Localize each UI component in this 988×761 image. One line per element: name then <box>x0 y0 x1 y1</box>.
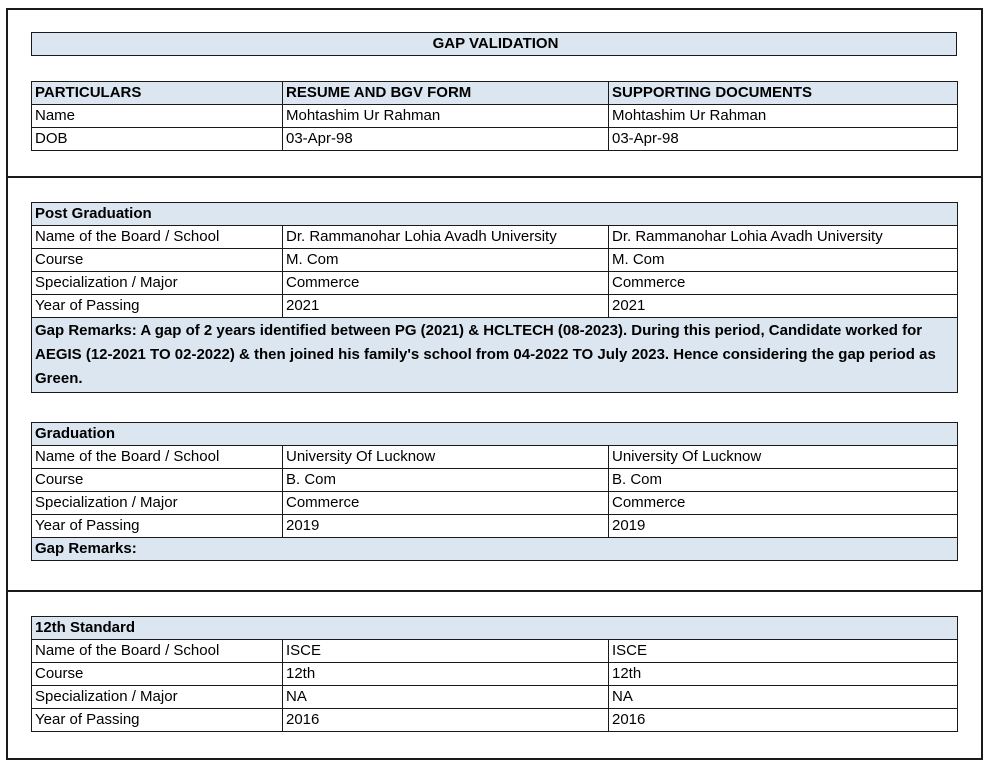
row-label: Year of Passing <box>32 709 283 732</box>
document-value: 2021 <box>609 295 958 318</box>
table-row <box>32 492 958 515</box>
table-row <box>32 515 958 538</box>
post-graduation-gap-remarks: Gap Remarks: A gap of 2 years identified between PG (2021) & HCLTECH (08-2023). During this period, Candidate worked for AEGIS (12-2021 TO 02-2022) & then joined his family's school from 04-2022 TO July 2023. Hence considering the gap period as Green. <box>32 318 958 393</box>
table-row <box>32 272 958 295</box>
document-value: 03-Apr-98 <box>609 128 958 151</box>
resume-value: NA <box>283 686 609 709</box>
table-row <box>32 663 958 686</box>
document-value: B. Com <box>609 469 958 492</box>
row-label: Specialization / Major <box>32 492 283 515</box>
resume-value: 03-Apr-98 <box>283 128 609 151</box>
resume-value: Dr. Rammanohar Lohia Avadh University <box>283 226 609 249</box>
resume-value: M. Com <box>283 249 609 272</box>
resume-value: Commerce <box>283 492 609 515</box>
document-value: 2019 <box>609 515 958 538</box>
document-value: 2016 <box>609 709 958 732</box>
table-row <box>32 469 958 492</box>
document-value: Dr. Rammanohar Lohia Avadh University <box>609 226 958 249</box>
table-row <box>32 295 958 318</box>
graduation-heading: Graduation <box>32 423 958 446</box>
particulars-header: PARTICULARS <box>32 82 283 105</box>
row-label: Course <box>32 663 283 686</box>
post-graduation-heading: Post Graduation <box>32 203 958 226</box>
resume-value: University Of Lucknow <box>283 446 609 469</box>
table-row <box>32 709 958 732</box>
row-label: Name of the Board / School <box>32 226 283 249</box>
document-value: NA <box>609 686 958 709</box>
row-label: Specialization / Major <box>32 686 283 709</box>
resume-value: 2021 <box>283 295 609 318</box>
twelfth-heading: 12th Standard <box>32 617 958 640</box>
row-label: Year of Passing <box>32 515 283 538</box>
header-row <box>32 82 958 105</box>
resume-value: 2019 <box>283 515 609 538</box>
row-label: Name of the Board / School <box>32 640 283 663</box>
table-row <box>32 128 958 151</box>
table-row <box>32 686 958 709</box>
row-label: Course <box>32 249 283 272</box>
resume-value: 12th <box>283 663 609 686</box>
resume-bgv-header: RESUME AND BGV FORM <box>283 82 609 105</box>
table-row <box>32 446 958 469</box>
resume-value: ISCE <box>283 640 609 663</box>
gap-validation-title-table <box>31 32 957 56</box>
table-row <box>32 249 958 272</box>
table-row <box>32 105 958 128</box>
row-label: DOB <box>32 128 283 151</box>
document-value: University Of Lucknow <box>609 446 958 469</box>
supporting-docs-header: SUPPORTING DOCUMENTS <box>609 82 958 105</box>
document-value: ISCE <box>609 640 958 663</box>
document-value: Commerce <box>609 492 958 515</box>
row-label: Name <box>32 105 283 128</box>
graduation-gap-remarks: Gap Remarks: <box>32 538 958 561</box>
graduation-table <box>31 422 958 561</box>
table-row <box>32 226 958 249</box>
page-title: GAP VALIDATION <box>32 33 957 56</box>
resume-value: Mohtashim Ur Rahman <box>283 105 609 128</box>
personal-details-table <box>31 81 958 151</box>
resume-value: B. Com <box>283 469 609 492</box>
document-value: M. Com <box>609 249 958 272</box>
resume-value: 2016 <box>283 709 609 732</box>
document-value: 12th <box>609 663 958 686</box>
row-label: Year of Passing <box>32 295 283 318</box>
table-row <box>32 640 958 663</box>
row-label: Name of the Board / School <box>32 446 283 469</box>
row-label: Specialization / Major <box>32 272 283 295</box>
twelfth-standard-table <box>31 616 958 732</box>
document-value: Commerce <box>609 272 958 295</box>
row-label: Course <box>32 469 283 492</box>
resume-value: Commerce <box>283 272 609 295</box>
document-value: Mohtashim Ur Rahman <box>609 105 958 128</box>
post-graduation-table <box>31 202 958 393</box>
